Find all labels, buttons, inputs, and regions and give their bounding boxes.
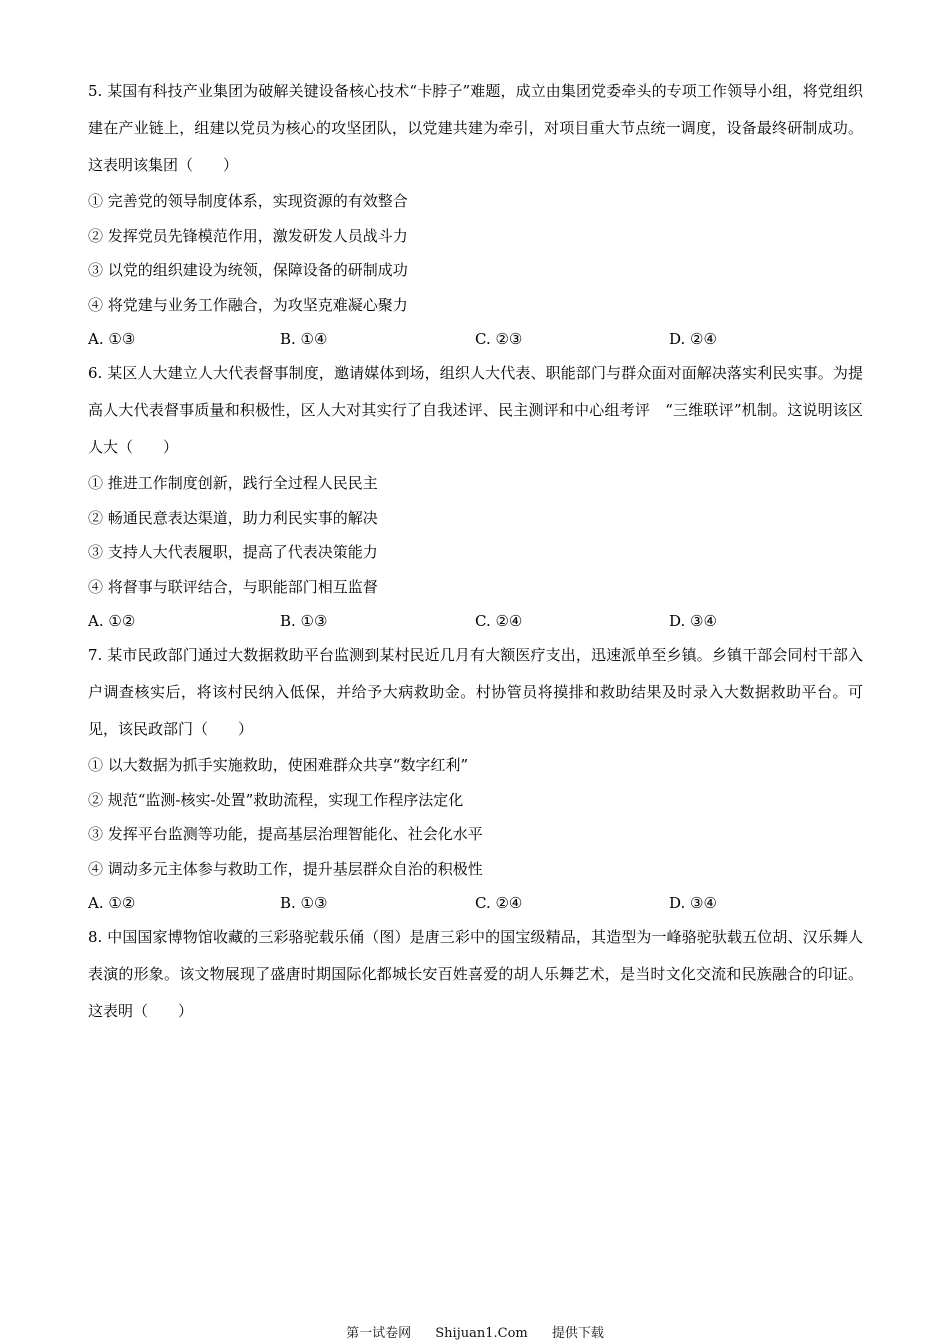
- question-5-choice-d: D. ②④: [669, 330, 717, 348]
- question-7-option-3: ③ 发挥平台监测等功能，提高基层治理智能化、社会化水平: [88, 825, 483, 843]
- question-5-choice-c: C. ②③: [475, 330, 523, 348]
- footer-domain: Shijuan1.Com: [435, 1326, 528, 1341]
- question-6: [88, 355, 863, 638]
- question-7: [88, 637, 863, 920]
- question-5-choices: [88, 322, 863, 356]
- question-7-choice-c: C. ②④: [475, 894, 523, 912]
- question-5-option-2: ② 发挥党员先锋模范作用，激发研发人员战斗力: [88, 226, 408, 245]
- question-6-choice-a: A. ①②: [88, 612, 136, 630]
- question-6-option-4: ④ 将督事与联评结合，与职能部门相互监督: [88, 577, 378, 596]
- question-5: [88, 73, 863, 356]
- question-5-option-1: ① 完善党的领导制度体系，实现资源的有效整合: [88, 192, 408, 210]
- question-7-option-1: ① 以大数据为抓手实施救助，使困难群众共享“数字红利”: [88, 756, 469, 774]
- question-7-choice-a: A. ①②: [88, 894, 136, 912]
- question-6-stem: 6. 某区人大建立人大代表督事制度，邀请媒体到场，组织人大代表、职能部门与群众面对面解决落实利民实事。为提高人大代表督事质量和积极性，区人大对其实行了自我述评、民主测评和中心组考评 “三维联评”机制。这说明该区人大（ ）: [88, 364, 863, 456]
- question-6-option-1: ① 推进工作制度创新，践行全过程人民民主: [88, 474, 378, 492]
- page-footer: [0, 1324, 950, 1344]
- question-5-option-4: ④ 将党建与业务工作融合，为攻坚克难凝心聚力: [88, 295, 408, 314]
- question-5-option-3: ③ 以党的组织建设为统领，保障设备的研制成功: [88, 261, 408, 279]
- question-6-option-2: ② 畅通民意表达渠道，助力利民实事的解决: [88, 508, 378, 527]
- question-7-choice-d: D. ③④: [669, 894, 717, 912]
- question-7-option-4: ④ 调动多元主体参与救助工作，提升基层群众自治的积极性: [88, 859, 483, 878]
- question-6-option-3: ③ 支持人大代表履职，提高了代表决策能力: [88, 543, 378, 561]
- question-6-choices: [88, 604, 863, 638]
- question-6-choice-d: D. ③④: [669, 612, 717, 630]
- question-8-stem: 8. 中国国家博物馆收藏的三彩骆驼载乐俑（图）是唐三彩中的国宝级精品，其造型为一峰骆驼驮载五位胡、汉乐舞人表演的形象。该文物展现了盛唐时期国际化都城长安百姓喜爱的胡人乐舞艺术，是当时文化交流和民族融合的印证。这表明（ ）: [88, 928, 863, 1020]
- question-6-choice-c: C. ②④: [475, 612, 523, 630]
- question-6-choice-b: B. ①③: [280, 612, 328, 630]
- question-7-choice-b: B. ①③: [280, 894, 328, 912]
- question-8: [88, 919, 863, 1030]
- footer-note: 提供下载: [551, 1326, 604, 1341]
- question-7-option-2: ② 规范“监测-核实-处置”救助流程，实现工作程序法定化: [88, 790, 464, 809]
- question-5-stem: 5. 某国有科技产业集团为破解关键设备核心技术“卡脖子”难题，成立由集团党委牵头的专项工作领导小组，将党组织建在产业链上，组建以党员为核心的攻坚团队，以党建共建为牵引，对项目重大节点统一调度，设备最终研制成功。这表明该集团（ ）: [88, 82, 863, 174]
- question-5-choice-b: B. ①④: [280, 330, 328, 348]
- footer-site-name: 第一试卷网: [346, 1326, 412, 1341]
- question-7-stem: 7. 某市民政部门通过大数据救助平台监测到某村民近几月有大额医疗支出，迅速派单至乡镇。乡镇干部会同村干部入户调查核实后，将该村民纳入低保，并给予大病救助金。村协管员将摸排和救助结果及时录入大数据救助平台。可见，该民政部门（ ）: [88, 646, 863, 738]
- question-7-choices: [88, 886, 863, 920]
- question-5-choice-a: A. ①③: [88, 330, 136, 348]
